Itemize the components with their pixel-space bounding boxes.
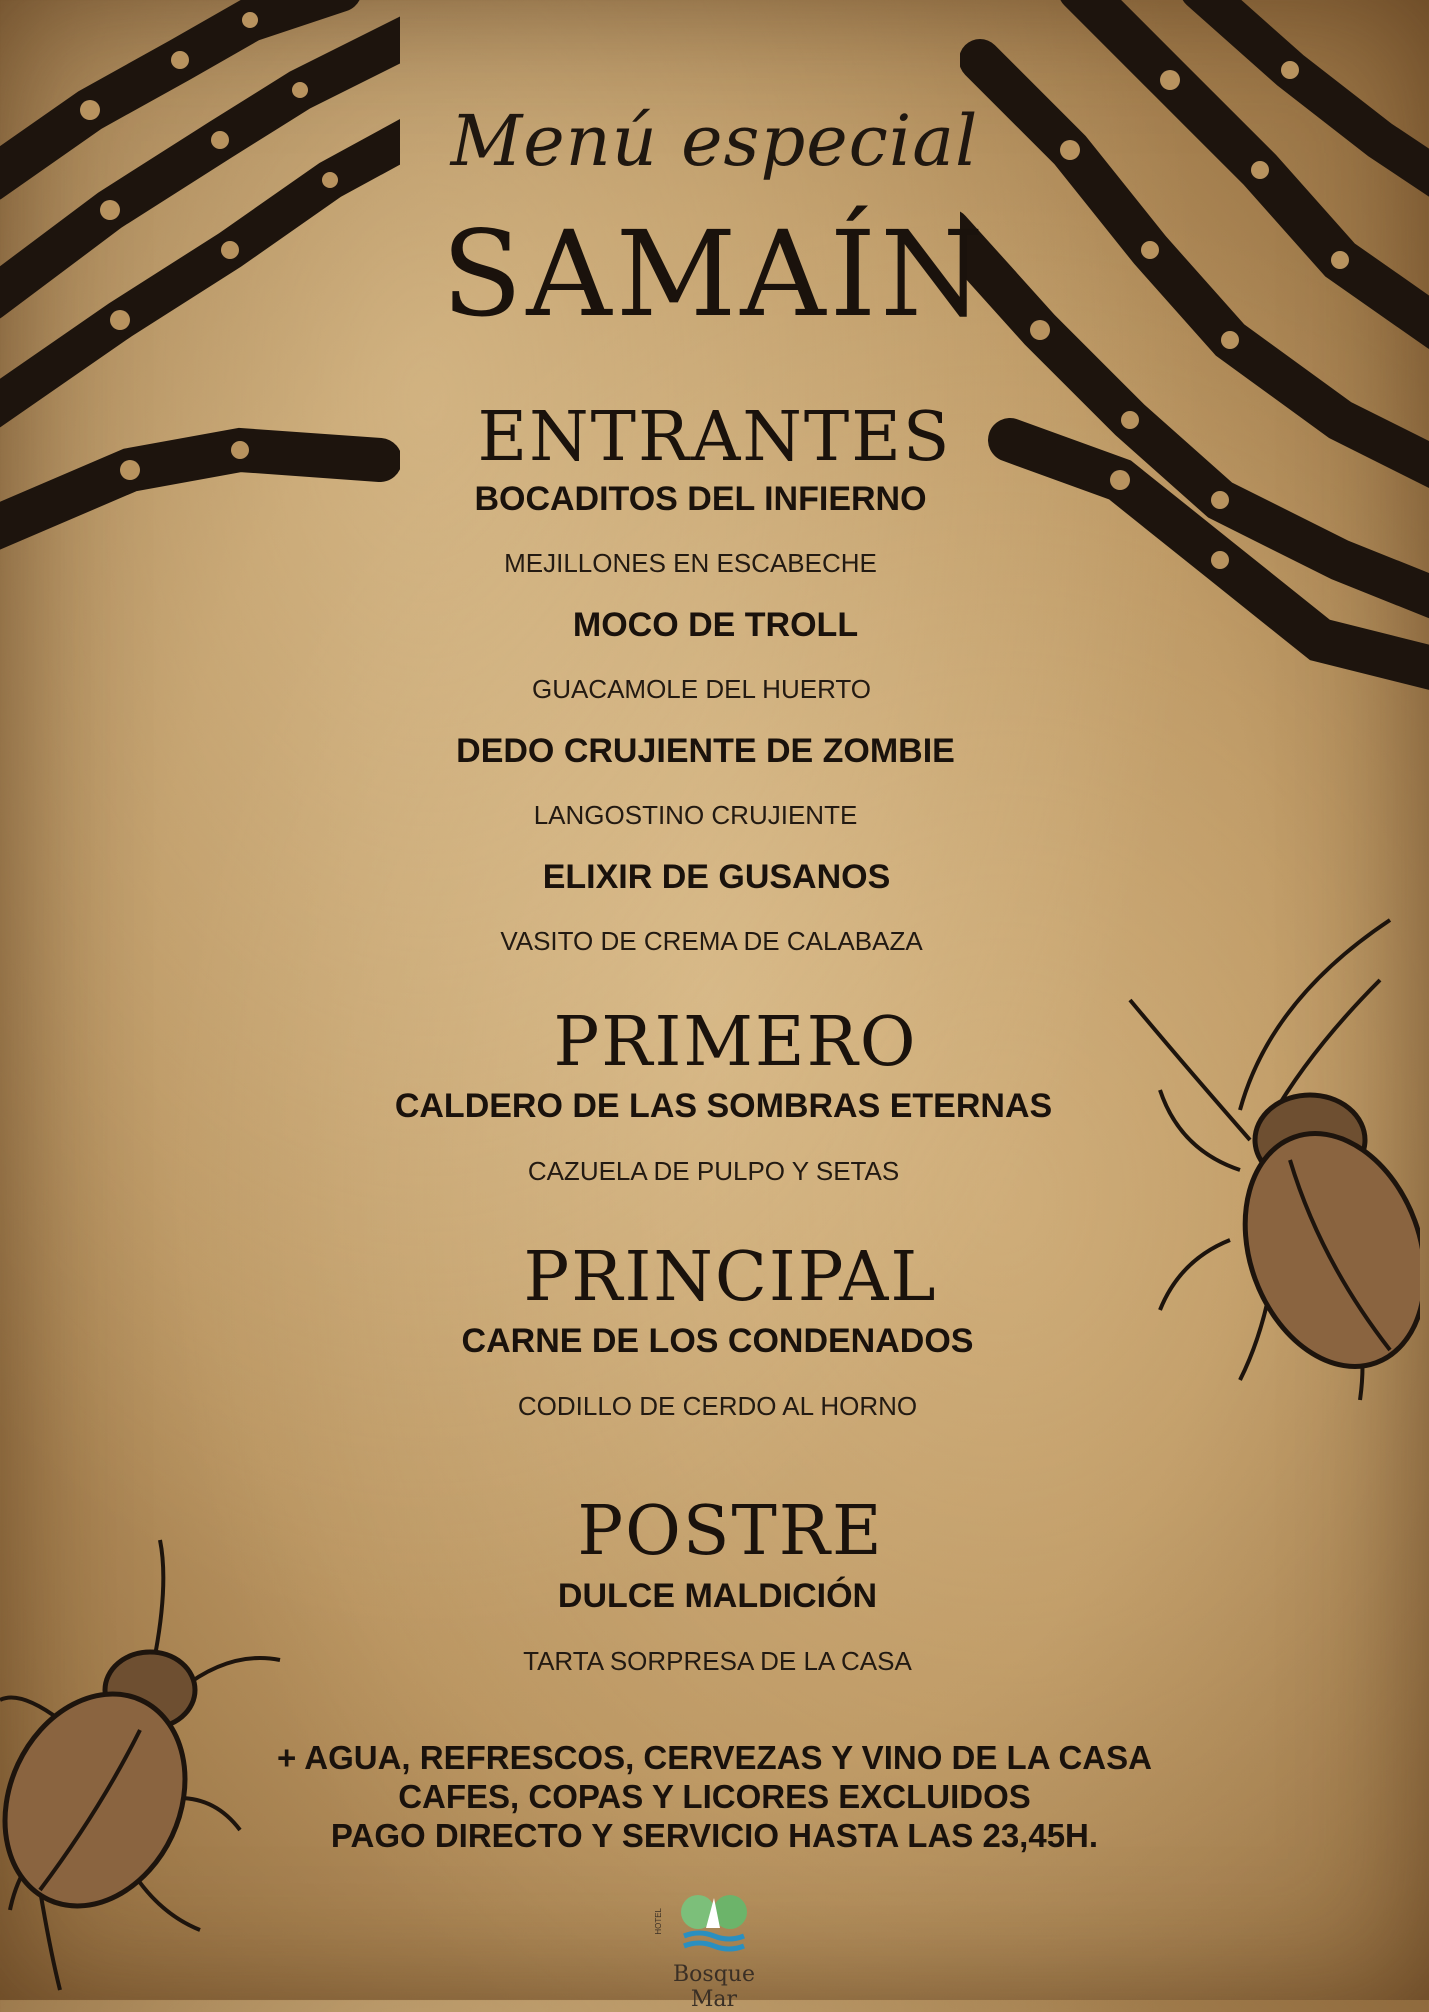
dish-description: TARTA SORPRESA DE LA CASA xyxy=(523,1646,912,1676)
menu-title: SAMAÍN xyxy=(441,205,988,343)
dish-description: MEJILLONES EN ESCABECHE xyxy=(504,548,877,578)
menu-subtitle: Menú especial xyxy=(450,100,979,182)
dish-description: CAZUELA DE PULPO Y SETAS xyxy=(527,1156,900,1186)
logo-small-text: HOTEL xyxy=(654,1908,663,1935)
dish-name: DULCE MALDICIÓN xyxy=(557,1577,878,1615)
dish-name: BOCADITOS DEL INFIERNO xyxy=(474,480,927,518)
footer-line: + AGUA, REFRESCOS, CERVEZAS Y VINO DE LA CASA xyxy=(277,1739,1152,1776)
dish-description: CODILLO DE CERDO AL HORNO xyxy=(517,1391,918,1421)
section-heading-principal: PRINCIPAL xyxy=(523,1238,938,1317)
dish-description: GUACAMOLE DEL HUERTO xyxy=(531,674,872,704)
dish-name: ELIXIR DE GUSANOS xyxy=(542,858,891,896)
footer-line: PAGO DIRECTO Y SERVICIO HASTA LAS 23,45H. xyxy=(330,1817,1099,1854)
section-heading-entrantes: ENTRANTES xyxy=(477,398,952,477)
footer-line: CAFES, COPAS Y LICORES EXCLUIDOS xyxy=(398,1778,1031,1815)
dish-name: MOCO DE TROLL xyxy=(572,606,859,644)
section-heading-postre: POSTRE xyxy=(577,1492,884,1571)
section-heading-primero: PRIMERO xyxy=(553,1003,918,1082)
dish-description: VASITO DE CREMA DE CALABAZA xyxy=(500,926,923,956)
dish-name: CARNE DE LOS CONDENADOS xyxy=(461,1322,974,1360)
dish-name: DEDO CRUJIENTE DE ZOMBIE xyxy=(456,732,955,770)
dish-description: LANGOSTINO CRUJIENTE xyxy=(533,800,858,830)
hotel-logo xyxy=(654,1888,774,2012)
dish-name: CALDERO DE LAS SOMBRAS ETERNAS xyxy=(394,1087,1053,1125)
logo-text: Bosque Mar xyxy=(673,1962,755,2012)
